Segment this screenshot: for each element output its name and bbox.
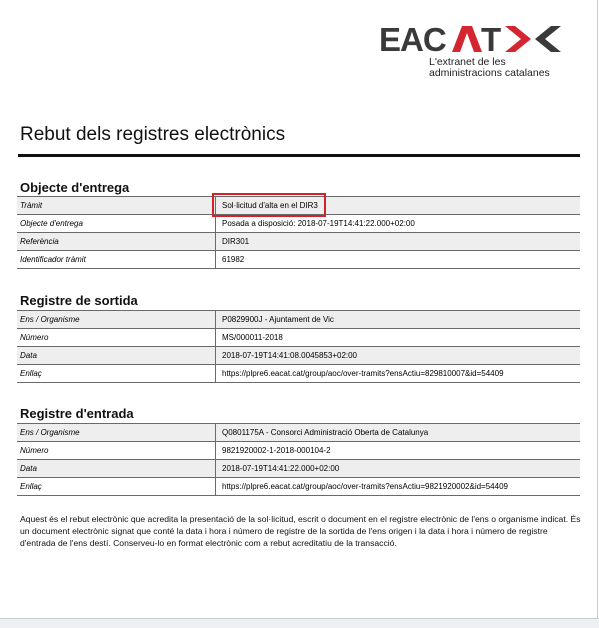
entrada-table — [17, 423, 580, 496]
logo-tagline — [429, 57, 550, 79]
row-label: Referència — [17, 233, 216, 251]
row-value: Q0801175A - Consorci Administració Oberta de Catalunya — [216, 424, 581, 442]
table-row — [17, 347, 580, 365]
svg-text:T: T — [481, 24, 502, 54]
table-row — [17, 233, 580, 251]
row-value: 9821920002-1-2018-000104-2 — [216, 442, 581, 460]
title-divider — [18, 154, 580, 157]
link-value[interactable]: https://plpre6.eacat.cat/group/aoc/over-tramits?ensActiu=829810007&id=54409 — [216, 365, 581, 383]
row-value: 2018-07-19T14:41:08.0045853+02:00 — [216, 347, 581, 365]
row-label: Ens / Organisme — [17, 311, 216, 329]
row-value: 2018-07-19T14:41:22.000+02:00 — [216, 460, 581, 478]
row-label: Identificador tràmit — [17, 251, 216, 269]
tramit-highlight-box — [212, 193, 326, 217]
table-row — [17, 311, 580, 329]
table-row — [17, 460, 580, 478]
section-title-entrada: Registre d'entrada — [20, 406, 134, 421]
row-label: Enllaç — [17, 478, 216, 496]
svg-text:EAC: EAC — [379, 24, 446, 54]
table-row — [17, 215, 580, 233]
row-label: Data — [17, 347, 216, 365]
row-value: MS/000011-2018 — [216, 329, 581, 347]
link-value[interactable]: https://plpre6.eacat.cat/group/aoc/over-tramits?ensActiu=9821920002&id=54409 — [216, 478, 581, 496]
row-label: Tràmit — [17, 197, 216, 215]
row-label: Enllaç — [17, 365, 216, 383]
section-title-sortida: Registre de sortida — [20, 293, 138, 308]
row-label: Número — [17, 329, 216, 347]
row-value: Sol·licitud d'alta en el DIR3 — [216, 197, 581, 215]
section-title-objecte: Objecte d'entrega — [20, 180, 130, 195]
logo-tagline-line2: administracions catalanes — [429, 67, 550, 79]
row-label: Número — [17, 442, 216, 460]
table-row — [17, 424, 580, 442]
row-value: Posada a disposició: 2018-07-19T14:41:22.000+02:00 — [216, 215, 581, 233]
document-title: Rebut dels registres electrònics — [20, 124, 286, 145]
row-label: Ens / Organisme — [17, 424, 216, 442]
sortida-table — [17, 310, 580, 383]
table-row — [17, 365, 580, 383]
logo-tagline-line1: L'extranet de les — [429, 56, 506, 68]
footer-note: Aquest és el rebut electrònic que acredita la presentació de la sol·licitud, escrit o document en el registre electrònic de l'ens o organisme indicat. És un document electrònic signat que conté la data i hora i número de registre de la sortida de l'ens origen i la data i hora i número de registre d'entrada de l'ens destí. Conserveu-lo en format electrònic com a rebut acreditatiu de la transacció. — [20, 514, 581, 548]
table-row — [17, 251, 580, 269]
table-row — [17, 478, 580, 496]
row-value: DIR301 — [216, 233, 581, 251]
table-row — [17, 442, 580, 460]
row-value: 61982 — [216, 251, 581, 269]
table-row — [17, 329, 580, 347]
row-label: Data — [17, 460, 216, 478]
eacat-logo — [379, 24, 569, 84]
row-label: Objecte d'entrega — [17, 215, 216, 233]
row-value: P0829900J - Ajuntament de Vic — [216, 311, 581, 329]
eacat-wordmark-graphic — [379, 24, 569, 54]
